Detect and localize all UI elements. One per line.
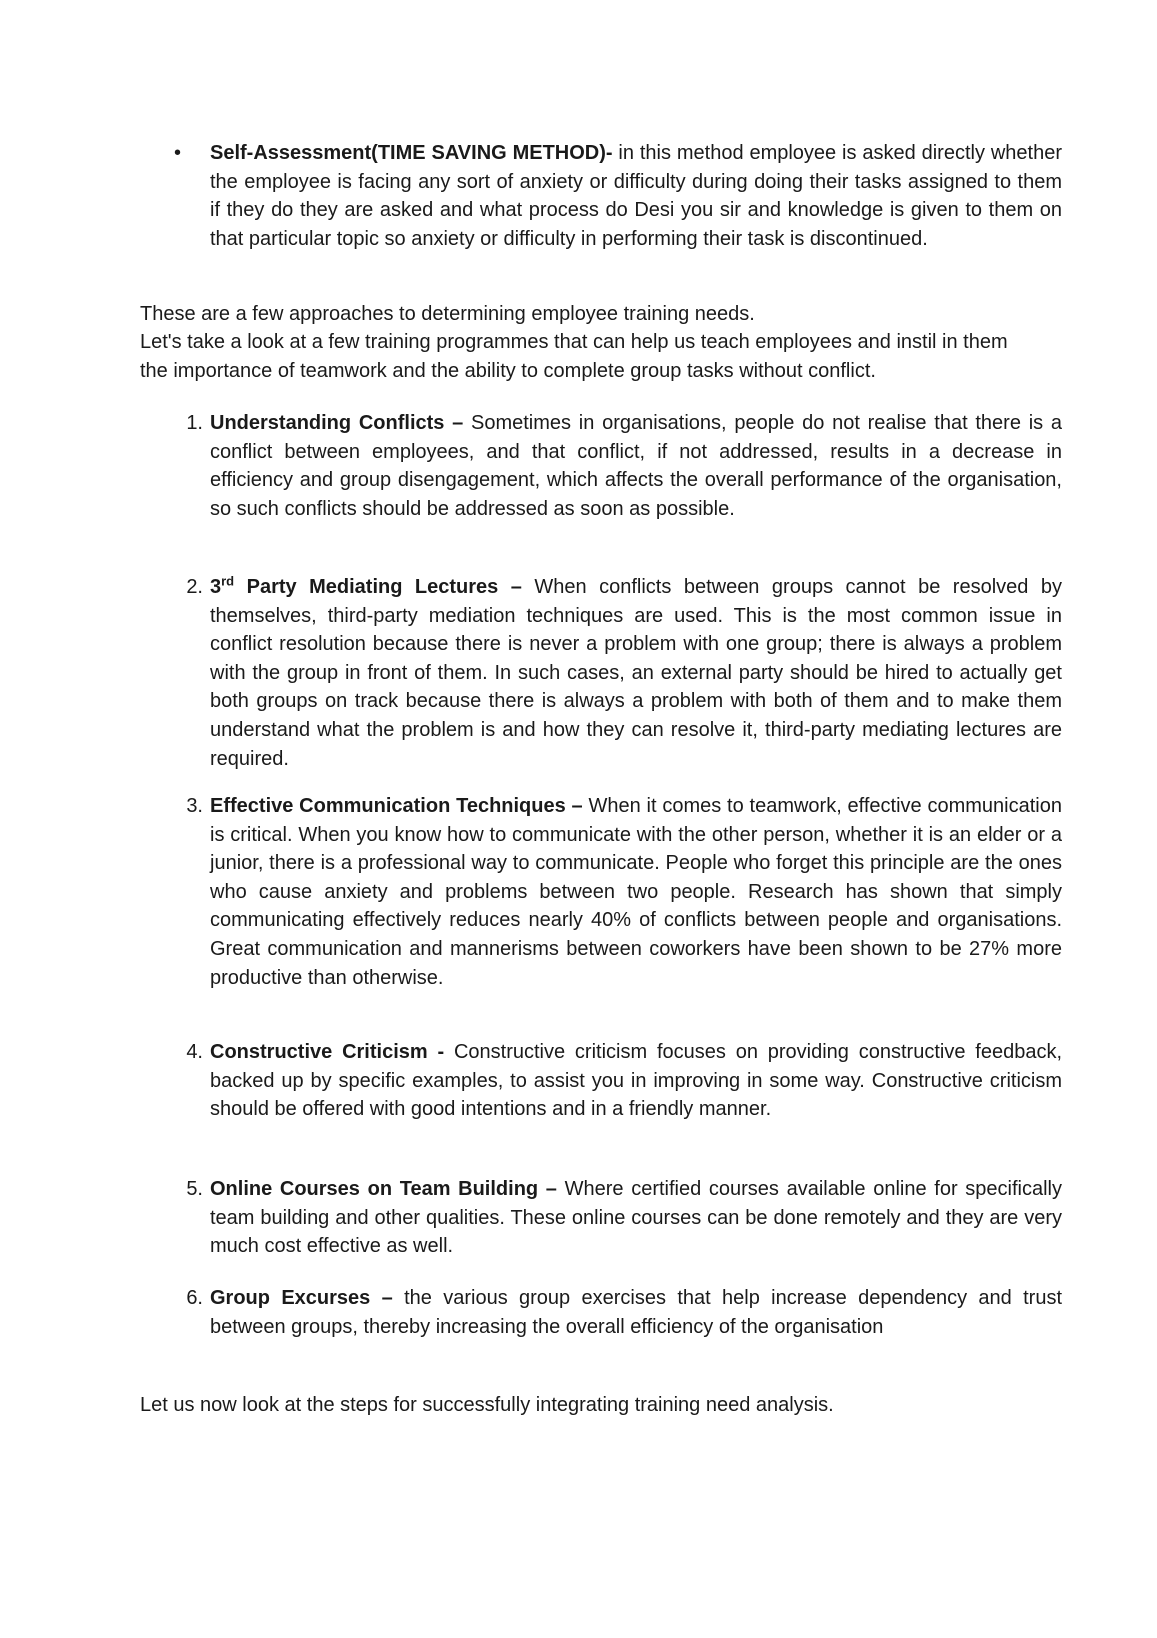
bullet-item-self-assessment bbox=[174, 139, 1062, 253]
programme-item-6 bbox=[186, 1284, 1063, 1341]
list-number: 6. bbox=[186, 1287, 203, 1309]
item-text: Where certified courses available online for specifically team building and other qualities. These online courses can be done remotely and they are very much cost effective as well. bbox=[210, 1178, 1062, 1258]
programme-item-1 bbox=[186, 409, 1062, 523]
programme-item-3 bbox=[186, 792, 1062, 992]
item-heading: Group Excurses – bbox=[210, 1287, 393, 1309]
item-text: the various group exercises that help increase dependency and trust between groups, thereby increasing the overall efficiency of the organisation bbox=[210, 1287, 1063, 1338]
intro-line-1: These are a few approaches to determining employee training needs. bbox=[140, 303, 755, 325]
item-heading-number: 3 bbox=[210, 576, 222, 598]
list-number: 3. bbox=[186, 795, 203, 817]
item-heading: Understanding Conflicts – bbox=[210, 412, 464, 434]
item-heading: Constructive Criticism - bbox=[210, 1041, 445, 1063]
list-number: 2. bbox=[186, 576, 203, 598]
item-text: When conflicts between groups cannot be resolved by themselves, third-party mediation techniques are used. This is the most common issue in conflict resolution because there is never a problem with one group; there is always a problem with the group in front of them. In such cases, an external party should be hired to actually get both groups on track because there is always a problem with both of them and to make them understand what the problem is and how they can resolve it, third-party mediating lectures are required. bbox=[210, 576, 1062, 770]
programme-item-2 bbox=[186, 573, 1062, 773]
list-number: 5. bbox=[186, 1178, 203, 1200]
item-text: Sometimes in organisations, people do not realise that there is a conflict between employees, and that conflict, if not addressed, results in a decrease in efficiency and group disengagement, which affects the overall performance of the organisation, so such conflicts should be addressed as soon as possible. bbox=[210, 412, 1062, 520]
item-heading: Effective Communication Techniques – bbox=[210, 795, 583, 817]
item-text: When it comes to teamwork, effective communication is critical. When you know how to communicate with the other person, whether it is an elder or a junior, there is a professional way to communicate. People who forget this principle are the ones who cause anxiety and problems between two people. Research has shown that simply communicating effectively reduces nearly 40% of conflicts between people and organisations. Great communication and mannerisms between coworkers have been shown to be 27% more productive than otherwise. bbox=[210, 795, 1062, 989]
item-text: in this method employee is asked directly whether the employee is facing any sort of anxiety or difficulty during doing their tasks assigned to them if they do they are asked and what process do Desi you sir and knowledge is given to them on that particular topic so anxiety or difficulty in performing their task is discontinued. bbox=[210, 142, 1062, 250]
intro-line-2: Let's take a look at a few training programmes that can help us teach employees and instil in them the importance of teamwork and the ability to complete group tasks without conflict. bbox=[140, 331, 1008, 382]
bullet-marker: • bbox=[174, 142, 182, 164]
item-text: Constructive criticism focuses on providing constructive feedback, backed up by specific examples, to assist you in improving in some way. Constructive criticism should be offered with good intentions and in a friendly manner. bbox=[210, 1041, 1063, 1121]
programme-item-4 bbox=[186, 1038, 1063, 1124]
list-number: 4. bbox=[186, 1041, 203, 1063]
item-heading-superscript: rd bbox=[221, 573, 235, 589]
item-heading: Self-Assessment(TIME SAVING METHOD)- bbox=[210, 142, 613, 164]
item-heading: Party Mediating Lectures – bbox=[234, 576, 522, 598]
item-heading: Online Courses on Team Building – bbox=[210, 1178, 557, 1200]
programme-item-5 bbox=[186, 1175, 1062, 1261]
closing-paragraph: Let us now look at the steps for successfully integrating training need analysis. bbox=[140, 1394, 834, 1416]
list-number: 1. bbox=[186, 412, 203, 434]
